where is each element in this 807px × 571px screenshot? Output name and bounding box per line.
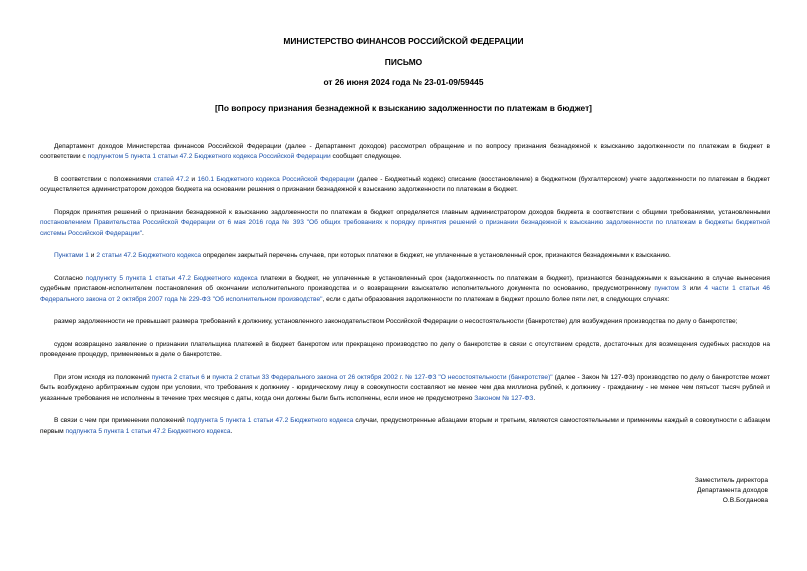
signature-department: Департамента доходов (697, 487, 768, 494)
legal-reference-link[interactable]: постановлением Правительства Российской Федерации от 6 мая 2016 года № 393 "Об общих требованиях к порядку принятия решений о признании безнадежной к взысканию задолженности по платежам в бюджеты бюджетной системы Российской Федерации" (40, 219, 770, 237)
legal-reference-link[interactable]: 160.1 Бюджетного кодекса Российской Федерации (197, 176, 355, 183)
body-paragraph (40, 373, 770, 404)
signature-position: Заместитель директора (694, 477, 768, 484)
paragraph-text: (далее - Закон № 127-ФЗ) производство по делу о банкротстве может быть возбуждено арбитражным судом при условии, что требования к должнику - юридическому лицу в совокупности составляют не менее чем два миллиона рублей, к должнику - гражданину - не менее чем пятьсот тысяч рублей и указанные требования не исполнены в течение трех месяцев с даты, когда они должны были быть исполнены, если иное не предусмотрено (40, 374, 770, 402)
body-paragraph (40, 175, 770, 196)
signature-block (560, 476, 768, 506)
paragraph-text: , если с даты образования задолженности по платежам в бюджет прошло более пяти лет, в следующих случаях: (322, 295, 670, 303)
paragraph-text: платежи в бюджет, не уплаченные в установленный срок (задолженность по платежам в бюджет), признаются безнадежными к взысканию в случае вынесения судебным приставом-исполнителем постановления об окончании исполнительного производства и о возвращении взыскателю исполнительного документа по основанию, предусмотренному (40, 275, 770, 293)
ministry-heading: МИНИСТЕРСТВО ФИНАНСОВ РОССИЙСКОЙ ФЕДЕРАЦИИ (283, 36, 524, 46)
paragraph-text: В связи с чем при применении положений (54, 417, 187, 425)
document-type: ПИСЬМО (384, 57, 423, 67)
body-paragraph (40, 416, 770, 437)
legal-reference-link[interactable]: подпункта 5 пункта 1 статьи 47.2 Бюджетного кодекса (186, 417, 354, 425)
paragraph-text: случаи, предусмотренные абзацами вторым и третьим, являются самостоятельными и применимы каждый в совокупности с абзацем первым (40, 417, 770, 435)
paragraph-text: размер задолженности не превышает размера требований к должнику, установленного законодательством Российской Федерации о несостоятельности (банкротстве) для возбуждения производства по делу о банкротстве; (54, 318, 738, 326)
letter-body (40, 142, 770, 449)
body-paragraph (40, 317, 770, 327)
paragraph-text: Порядок принятия решений о признании безнадежной к взысканию задолженности по платежам в бюджет определяется главным администратором доходов бюджета в соответствии с общими требованиями, установленными (54, 209, 770, 216)
document-subject: [По вопросу признания безнадежной к взысканию задолженности по платежам в бюджет] (215, 103, 592, 113)
paragraph-text: судом возвращено заявление о признании плательщика платежей в бюджет банкротом или прекращено производство по делу о банкротстве в связи с отсутствием средств, достаточных для возмещения судебных расходов на проведение процедур, применяемых в деле о банкротстве. (40, 341, 770, 359)
legal-reference-link[interactable]: статей 47.2 (153, 176, 189, 183)
legal-reference-link[interactable]: подпунктом 5 пункта 1 статьи 47.2 Бюджетного кодекса Российской Федерации (87, 153, 331, 161)
paragraph-text: (далее - Бюджетный кодекс) списание (восстановление) в бюджетном (бухгалтерском) учете задолженности по платежам в бюджет осуществляется администратором доходов бюджета на основании решения о признании безнадежной к взысканию задолженности по платежам в бюджет. (40, 176, 770, 194)
paragraph-text: и (204, 374, 213, 381)
paragraph-text: . (533, 394, 536, 402)
document-date-number: от 26 июня 2024 года № 23-01-09/59445 (323, 77, 484, 87)
body-paragraph (40, 208, 770, 239)
legal-reference-link[interactable]: пункта 2 статьи 6 (151, 374, 205, 381)
body-paragraph (40, 251, 770, 261)
legal-reference-link[interactable]: подпункта 5 пункта 1 статьи 47.2 Бюджетного кодекса (65, 427, 231, 435)
legal-reference-link[interactable]: пунктом 3 (654, 285, 687, 293)
paragraph-text: . (230, 427, 233, 435)
paragraph-text: . (142, 229, 144, 237)
body-paragraph (40, 340, 770, 361)
body-paragraph (40, 142, 770, 163)
paragraph-text: и (88, 252, 97, 260)
legal-reference-link[interactable]: подпункту 5 пункта 1 статьи 47.2 Бюджетного кодекса (85, 275, 258, 282)
legal-reference-link[interactable]: Законом № 127-ФЗ (474, 394, 534, 402)
body-paragraph (40, 274, 770, 305)
paragraph-text: или (686, 285, 705, 293)
paragraph-text: сообщает следующее. (330, 153, 402, 161)
legal-reference-link[interactable]: пункта 2 статьи 33 Федерального закона от 26 октября 2002 г. № 127-ФЗ "О несостоятельности (банкротстве)" (212, 374, 553, 381)
paragraph-text: При этом исходя из положений (54, 374, 152, 381)
legal-reference-link[interactable]: Пунктами 1 (54, 252, 89, 260)
signature-name: О.В.Богданова (722, 497, 768, 504)
paragraph-text: Департамент доходов Министерства финансов Российской Федерации (далее - Департамент доходов) рассмотрел обращение и по вопросу признания безнадежной к взысканию задолженности по платежам в бюджет в соответствии с (40, 143, 770, 161)
paragraph-text: Согласно (54, 275, 86, 282)
paragraph-text: и (189, 176, 198, 183)
paragraph-text: определен закрытый перечень случаев, при которых платежи в бюджет, не уплаченные в установленный срок, признаются безнадежными к взысканию. (201, 252, 671, 260)
legal-reference-link[interactable]: 4 части 1 статьи 46 Федерального закона от 2 октября 2007 года № 229-ФЗ "Об исполнительном производстве" (40, 285, 770, 303)
legal-reference-link[interactable]: 2 статьи 47.2 Бюджетного кодекса (96, 252, 202, 260)
paragraph-text: В соответствии с положениями (54, 176, 154, 183)
